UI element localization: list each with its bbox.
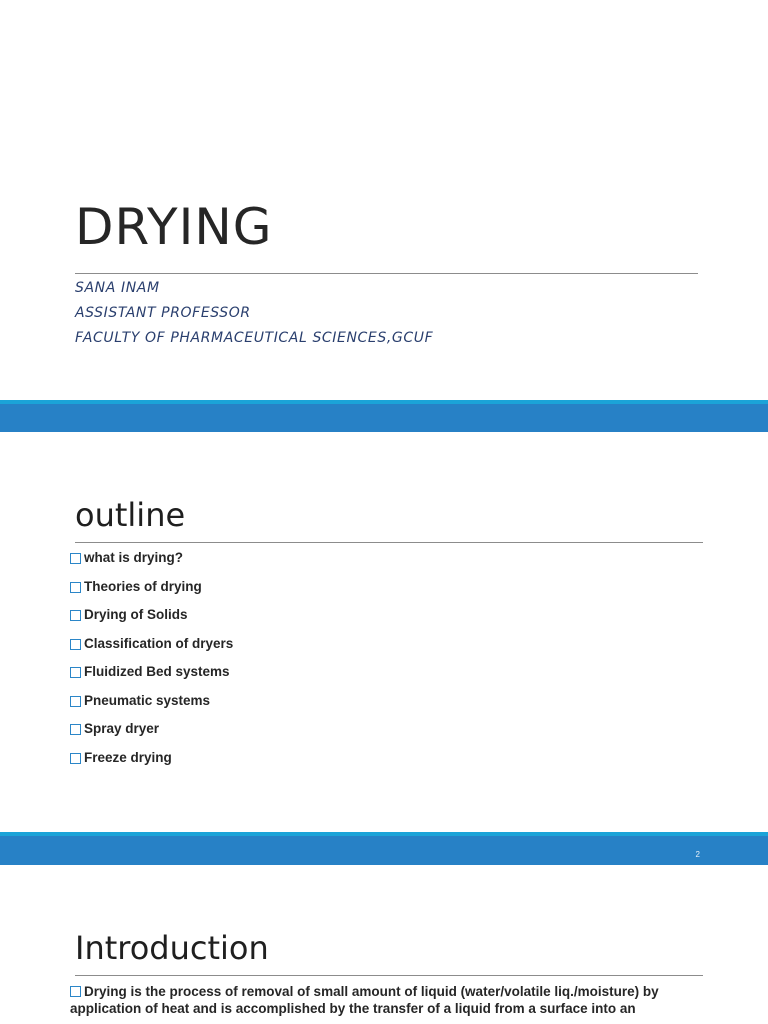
square-bullet-icon: [70, 753, 81, 764]
square-bullet-icon: [70, 553, 81, 564]
introduction-divider: [75, 975, 703, 976]
author-position: ASSISTANT PROFESSOR: [75, 305, 251, 321]
outline-heading: outline: [75, 496, 186, 534]
slide-footer-band: [0, 400, 768, 432]
author-affiliation: FACULTY OF PHARMACEUTICAL SCIENCES,GCUF: [75, 330, 434, 346]
list-item: Spray dryer: [70, 721, 233, 750]
slide-title: DRYING: [75, 198, 273, 256]
list-item: Pneumatic systems: [70, 693, 233, 722]
square-bullet-icon: [70, 610, 81, 621]
outline-slide: [0, 432, 768, 832]
list-item: Freeze drying: [70, 750, 233, 779]
list-item: Classification of dryers: [70, 636, 233, 665]
square-bullet-icon: [70, 582, 81, 593]
introduction-slide: [0, 865, 768, 1024]
list-item: Fluidized Bed systems: [70, 664, 233, 693]
author-name: SANA INAM: [75, 280, 160, 296]
introduction-heading: Introduction: [75, 929, 269, 967]
introduction-paragraph: Drying is the process of removal of small amount of liquid (water/volatile liq./moisture) by application of heat and is accomplished by the transfer of a liquid from a surface into an: [70, 984, 659, 1016]
outline-list: [70, 550, 233, 778]
square-bullet-icon: [70, 986, 81, 997]
outline-divider: [75, 542, 703, 543]
square-bullet-icon: [70, 696, 81, 707]
list-item: Theories of drying: [70, 579, 233, 608]
band-bar: [0, 836, 768, 865]
list-item: Drying of Solids: [70, 607, 233, 636]
title-divider: [75, 273, 698, 274]
page-number: 2: [695, 850, 700, 859]
square-bullet-icon: [70, 639, 81, 650]
list-item: what is drying?: [70, 550, 233, 579]
square-bullet-icon: [70, 667, 81, 678]
square-bullet-icon: [70, 724, 81, 735]
title-slide: [0, 0, 768, 400]
slide-footer-band: [0, 832, 768, 865]
band-bar: [0, 404, 768, 432]
